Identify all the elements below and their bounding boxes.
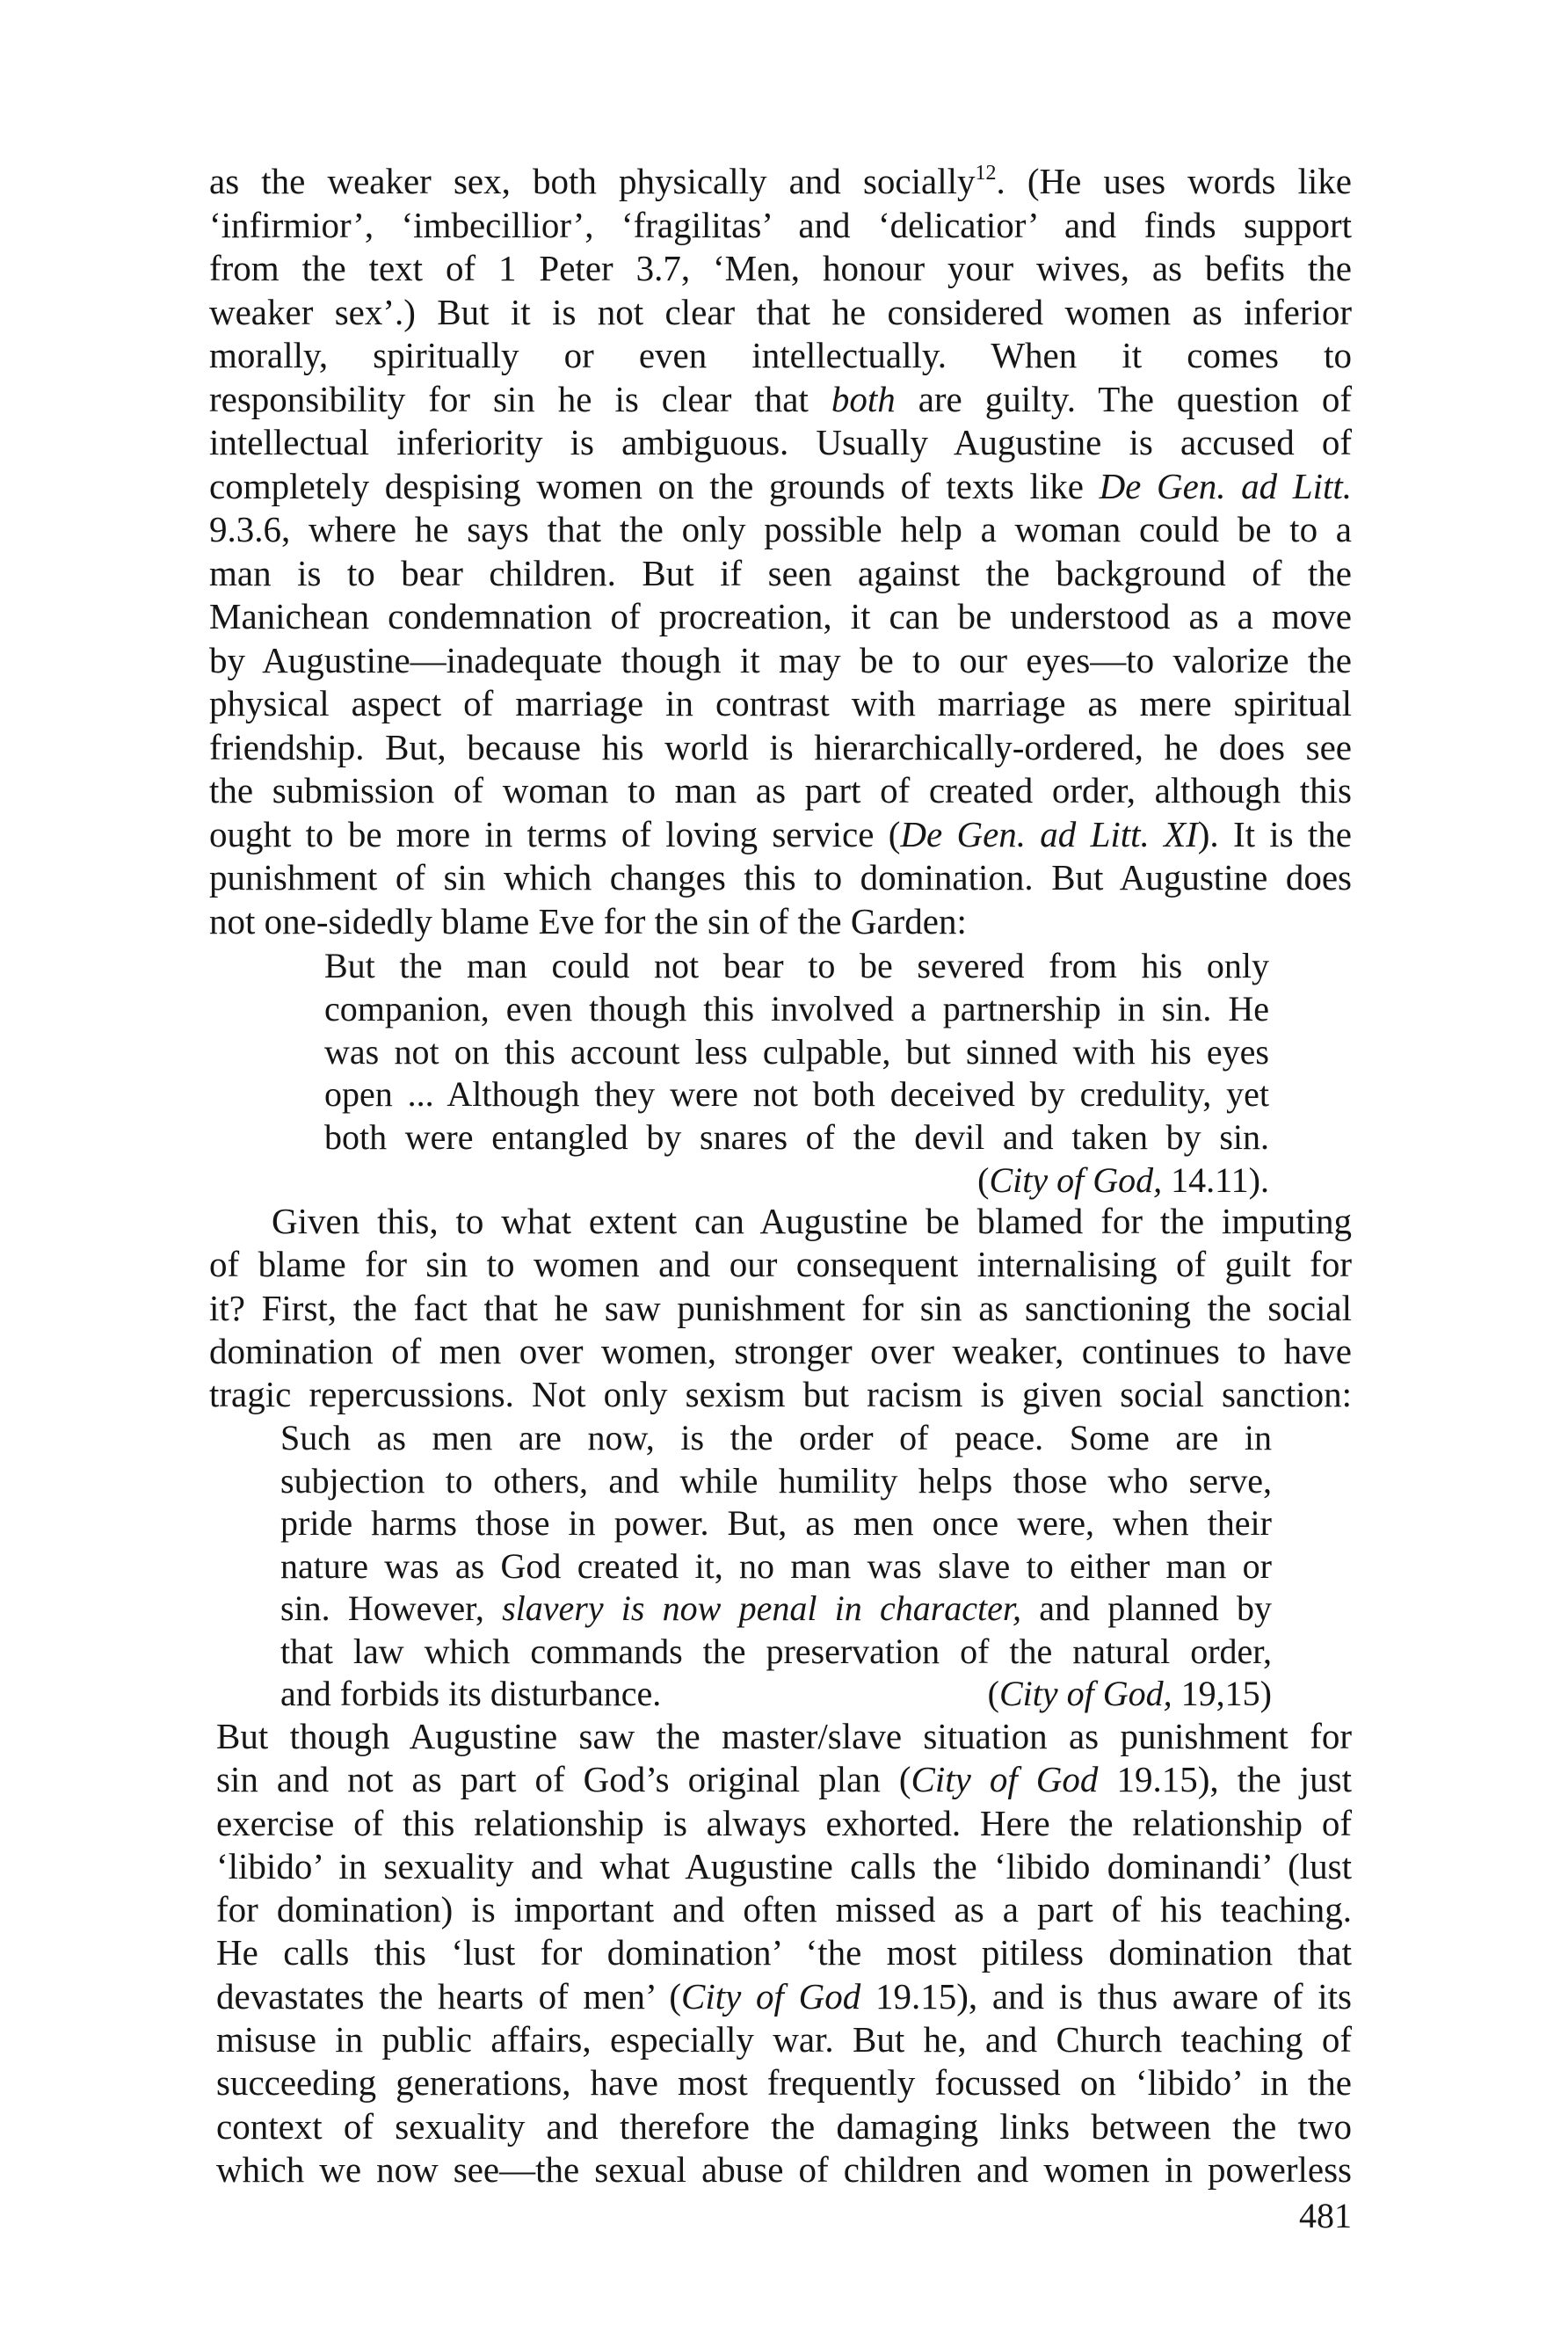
- text-line: [209, 204, 1352, 248]
- text-run: friendship. But, because his world is hierarchically-ordered, he does see: [209, 726, 1352, 767]
- text-line: [280, 1417, 1272, 1460]
- text-run: 19.15), and is thus aware of its: [860, 1975, 1353, 2017]
- text-run: physical aspect of marriage in contrast with marriage as mere spiritual: [209, 683, 1352, 723]
- text-line: [209, 900, 1352, 944]
- text-line: [216, 1715, 1352, 1758]
- text-run: domination of men over women, stronger over weaker, continues to have: [209, 1330, 1352, 1371]
- text-run: by Augustine—inadequate though it may be to our eyes—to valorize the: [209, 639, 1352, 680]
- text-run: and forbids its disturbance.: [280, 1674, 662, 1713]
- text-run: the submission of woman to man as part of created order, although this: [209, 770, 1352, 810]
- text-run: ought to be more in terms of loving service (: [209, 813, 901, 854]
- italic-text: City of God,: [999, 1674, 1172, 1713]
- text-line: [216, 2105, 1352, 2148]
- text-line: [280, 1631, 1272, 1674]
- text-line: [324, 988, 1269, 1031]
- text-line: [209, 378, 1352, 422]
- text-line: [209, 1243, 1352, 1286]
- text-line: [209, 465, 1352, 509]
- paragraph: [209, 160, 1352, 943]
- text-run: subjection to others, and while humility helps those who serve,: [280, 1460, 1272, 1501]
- italic-text: City of God: [681, 1975, 861, 2017]
- italic-text: City of God,: [989, 1159, 1163, 1200]
- italic-text: City of God: [911, 1759, 1099, 1800]
- italic-text: De Gen. ad Litt.: [1099, 465, 1352, 506]
- text-run: from the text of 1 Peter 3.7, ‘Men, honour your wives, as befits the: [209, 248, 1352, 288]
- paragraph: [209, 1200, 1352, 1416]
- text-line: [209, 1330, 1352, 1373]
- text-run: for domination) is important and often missed as a part of his teaching.: [216, 1889, 1352, 1930]
- text-run: which we now see—the sexual abuse of children and women in powerless: [216, 2148, 1352, 2190]
- text-run: Such as men are now, is the order of peace. Some are in: [280, 1418, 1272, 1457]
- text-run: Manichean condemnation of procreation, it can be understood as a move: [209, 596, 1352, 636]
- text-line: [324, 1159, 1269, 1203]
- footnote-reference: 12: [975, 162, 997, 185]
- text-run: sin and not as part of God’s original plan (: [216, 1759, 911, 1800]
- text-run: intellectual inferiority is ambiguous. Usually Augustine is accused of: [209, 422, 1352, 462]
- text-line: [209, 595, 1352, 639]
- text-line: [209, 1373, 1352, 1416]
- text-run: 14.11).: [1162, 1159, 1269, 1200]
- text-run: He calls this ‘lust for domination’ ‘the most pitiless domination that: [216, 1932, 1352, 1973]
- italic-text: De Gen. ad Litt. XI: [900, 813, 1198, 854]
- text-line: [209, 726, 1352, 770]
- page-number: 481: [1299, 2196, 1352, 2235]
- text-line: [209, 813, 1352, 857]
- text-line: [209, 508, 1352, 552]
- text-run: and planned by: [1021, 1588, 1273, 1628]
- text-line: [324, 1031, 1269, 1074]
- text-run: tragic repercussions. Not only sexism but racism is given social sanction:: [209, 1374, 1352, 1415]
- text-line: [216, 1758, 1352, 1801]
- text-line: [209, 291, 1352, 335]
- text-line: [280, 1545, 1272, 1588]
- text-run: sin. However,: [280, 1588, 503, 1628]
- block-quote: [280, 1417, 1272, 1716]
- text-run: weaker sex’.) But it is not clear that he considered women as inferior: [209, 291, 1352, 332]
- text-run: . (He uses words like: [996, 161, 1352, 201]
- paragraph: [216, 1715, 1352, 2191]
- text-run: responsibility for sin he is clear that: [209, 378, 831, 419]
- text-run: it? First, the fact that he saw punishment for sin as sanctioning the social: [209, 1287, 1352, 1328]
- text-run: But the man could not bear to be severed from his only: [324, 946, 1269, 985]
- text-run: as the weaker sex, both physically and socially: [209, 161, 976, 201]
- text-run: Given this, to what extent can Augustine be blamed for the imputing: [272, 1201, 1352, 1241]
- text-run: punishment of sin which changes this to domination. But Augustine does: [209, 857, 1352, 897]
- text-run: man is to bear children. But if seen against the background of the: [209, 552, 1352, 593]
- text-run: exercise of this relationship is always exhorted. Here the relationship of: [216, 1802, 1352, 1843]
- text-run: ). It is the: [1197, 813, 1352, 854]
- text-line: [209, 769, 1352, 813]
- text-line: [216, 1931, 1352, 1974]
- text-line: [216, 2061, 1352, 2104]
- text-line: [216, 2018, 1352, 2061]
- text-run: nature was as God created it, no man was slave to either man or: [280, 1545, 1272, 1586]
- text-run: morally, spiritually or even intellectually. When it comes to: [209, 335, 1352, 375]
- text-line: [280, 1460, 1272, 1503]
- text-line: [216, 1802, 1352, 1845]
- text-line: [209, 552, 1352, 596]
- text-run: succeeding generations, have most frequently focussed on ‘libido’ in the: [216, 2062, 1352, 2104]
- text-line: [216, 1845, 1352, 1888]
- text-run: was not on this account less culpable, but sinned with his eyes: [324, 1031, 1269, 1072]
- text-run: 9.3.6, where he says that the only possible help a woman could be to a: [209, 509, 1352, 549]
- text-run: devastates the hearts of men’ (: [216, 1975, 682, 2017]
- text-line: [216, 1975, 1352, 2018]
- text-line: [209, 421, 1352, 465]
- text-line: [324, 1116, 1269, 1159]
- text-line: [209, 682, 1352, 726]
- text-run: (: [977, 1159, 990, 1200]
- text-line: [209, 160, 1352, 204]
- text-run: completely despising women on the grounds of texts like: [209, 465, 1100, 506]
- text-line: [324, 945, 1269, 988]
- text-run: 19.15), the just: [1098, 1759, 1353, 1800]
- text-line: [209, 334, 1352, 378]
- text-run: open ... Although they were not both deceived by credulity, yet: [324, 1074, 1269, 1115]
- text-line: [209, 247, 1352, 291]
- text-line: [216, 2148, 1352, 2191]
- text-line: [280, 1502, 1272, 1545]
- text-run: not one-sidedly blame Eve for the sin of the Garden:: [209, 900, 967, 941]
- block-quote: [324, 945, 1269, 1203]
- text-run: companion, even though this involved a partnership in sin. He: [324, 988, 1269, 1028]
- text-line: [324, 1073, 1269, 1116]
- text-run: are guilty. The question of: [895, 378, 1352, 419]
- text-line: [209, 1200, 1352, 1243]
- text-run: that law which commands the preservation of the natural order,: [280, 1631, 1272, 1671]
- italic-text: slavery is now penal in character,: [502, 1588, 1022, 1628]
- italic-text: both: [831, 378, 896, 419]
- text-run: pride harms those in power. But, as men once were, when their: [280, 1503, 1272, 1543]
- text-run: ‘infirmior’, ‘imbecillior’, ‘fragilitas’ and ‘delicatior’ and finds support: [209, 204, 1352, 245]
- text-line: [216, 1888, 1352, 1931]
- text-line: [209, 639, 1352, 683]
- text-run: both were entangled by snares of the devil and taken by sin.: [324, 1117, 1269, 1158]
- text-run: of blame for sin to women and our consequent internalising of guilt for: [209, 1244, 1352, 1285]
- text-line: [280, 1588, 1272, 1631]
- text-run: context of sexuality and therefore the damaging links between the two: [216, 2105, 1352, 2147]
- text-run: ‘libido’ in sexuality and what Augustine calls the ‘libido dominandi’ (lust: [216, 1845, 1352, 1886]
- text-line: [209, 856, 1352, 900]
- text-run: misuse in public affairs, especially war. But he, and Church teaching of: [216, 2019, 1352, 2060]
- text-run: 19,15): [1172, 1674, 1272, 1713]
- text-run: But though Augustine saw the master/slave situation as punishment for: [216, 1716, 1352, 1756]
- text-run: (: [987, 1674, 999, 1713]
- text-line: [209, 1287, 1352, 1330]
